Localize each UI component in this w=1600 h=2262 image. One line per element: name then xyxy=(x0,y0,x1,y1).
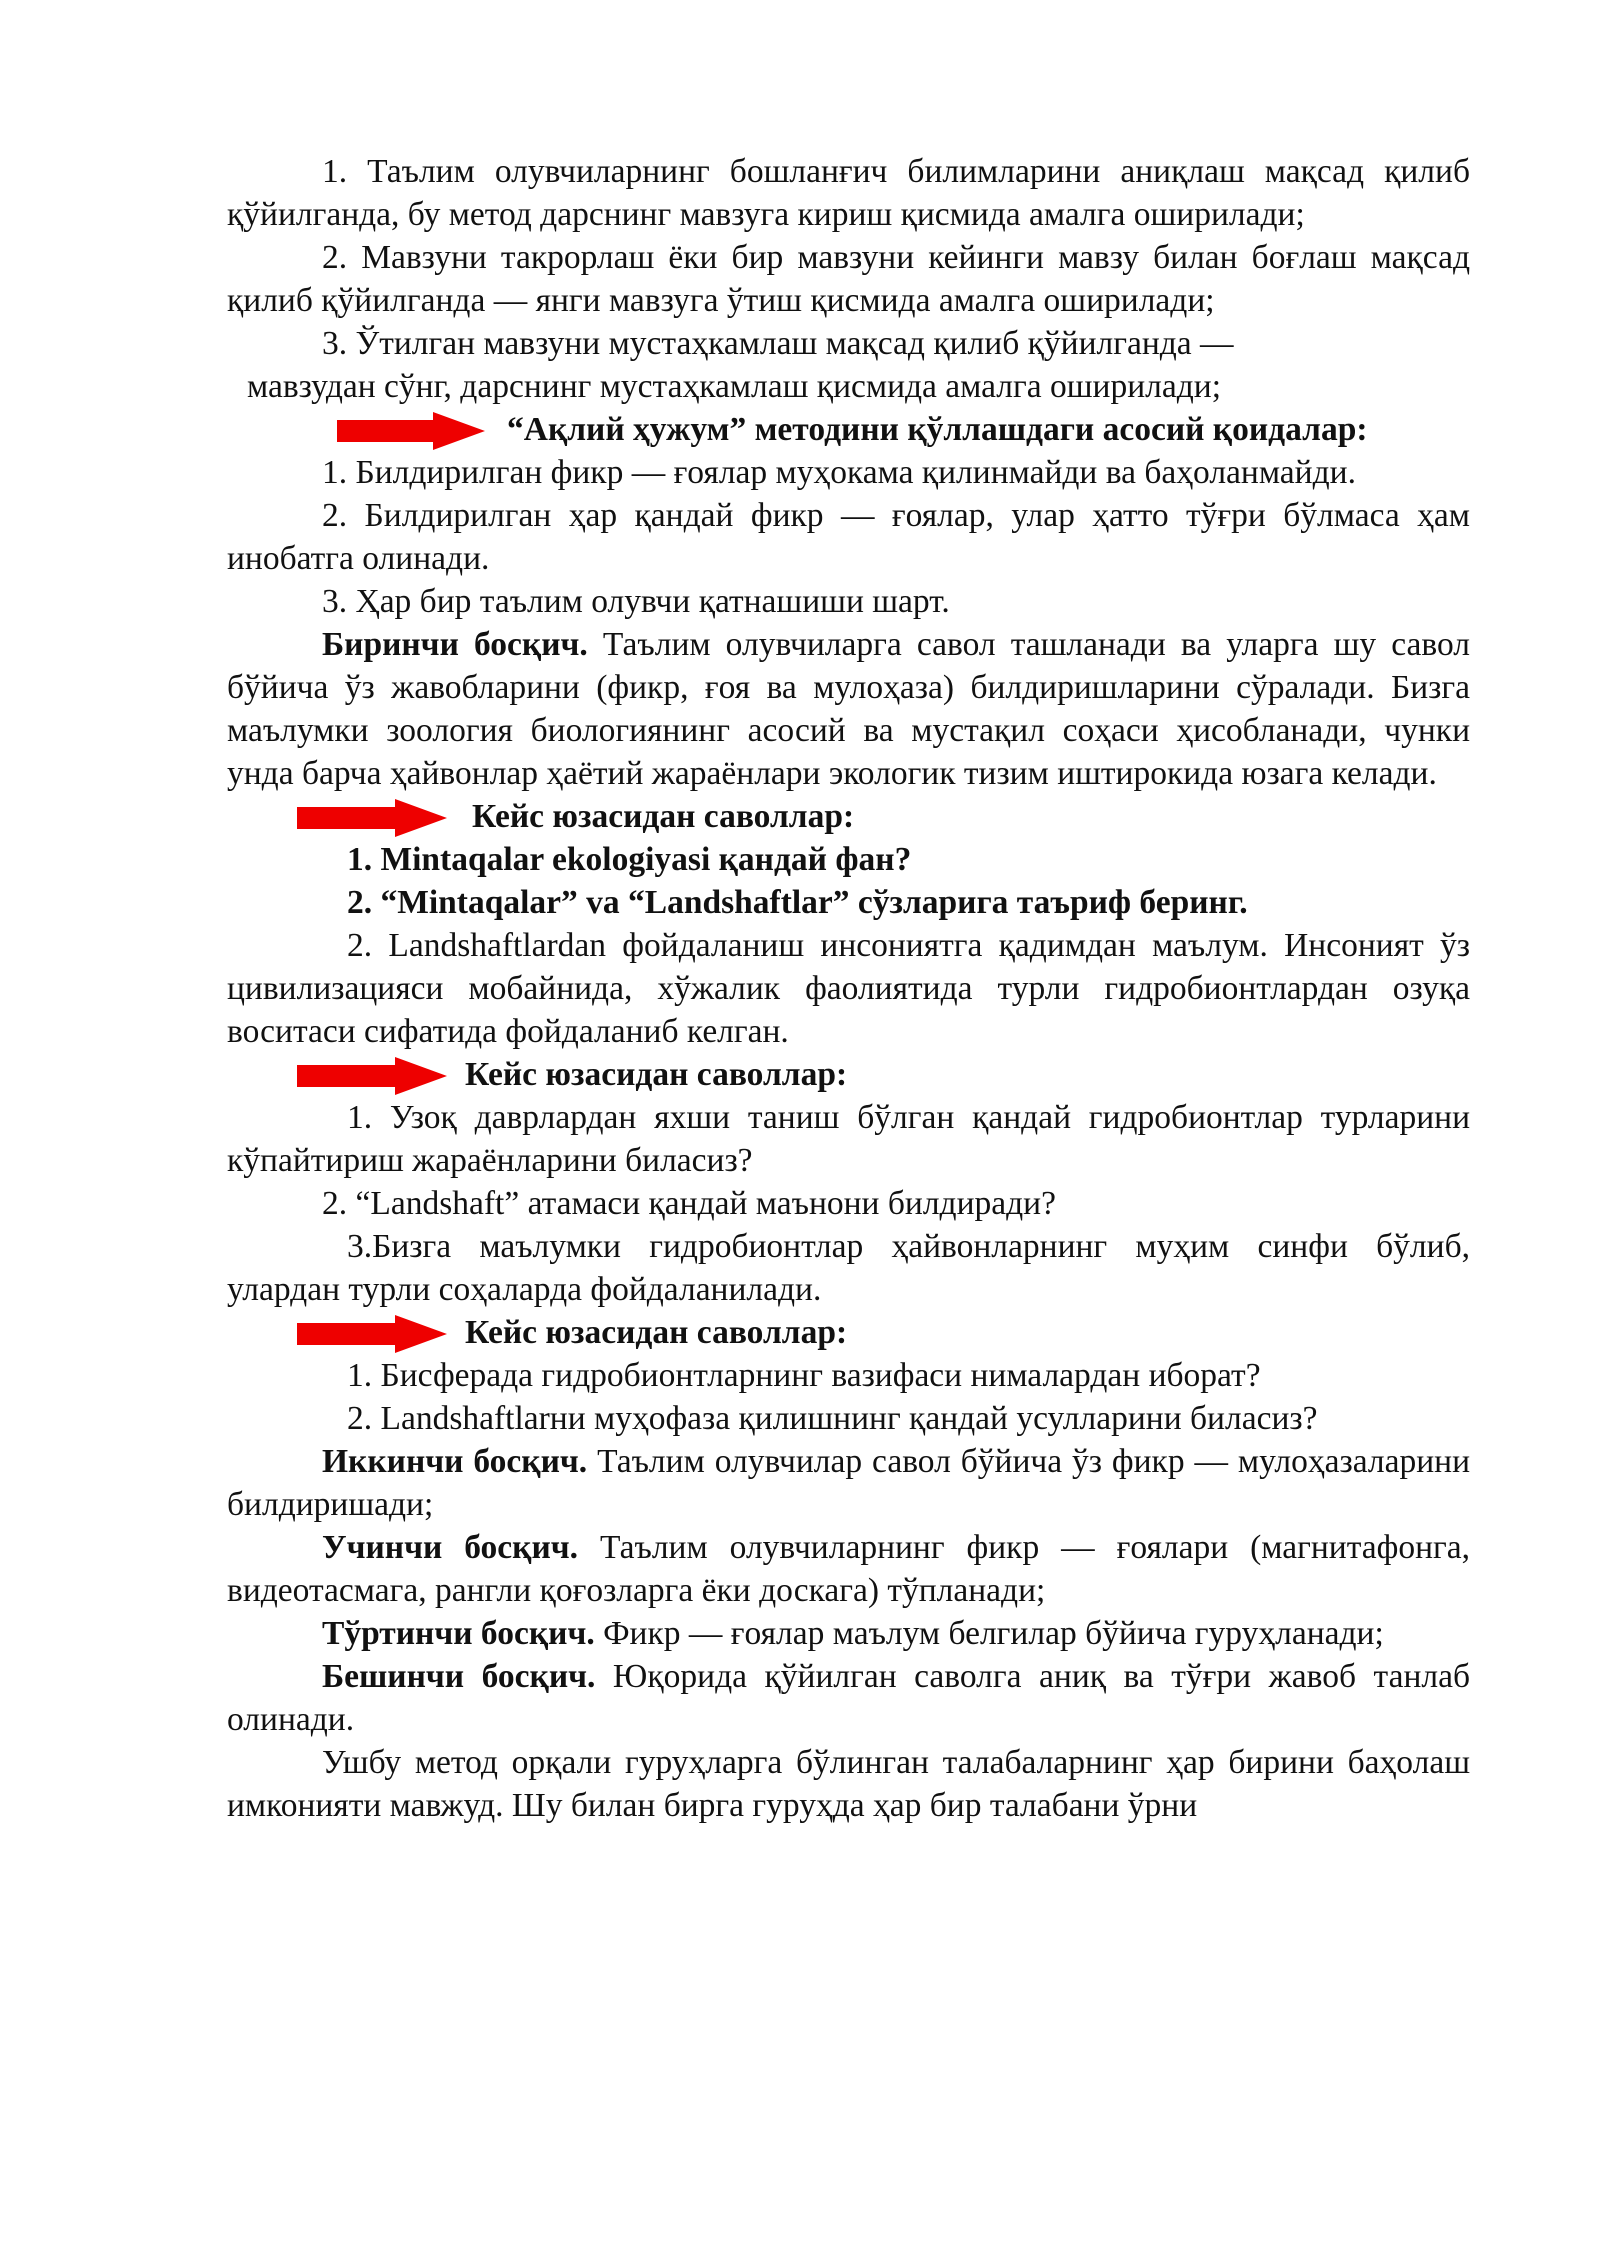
step-1-text: Таълим олувчиларга савол ташланади ва уларга шу савол бўйича ўз жавобларини (фикр, ғоя ва мулоҳаза) билдиришларини сўралади. Бизга маълумки зоология биологиянинг асосий ва мустақил соҳаси ҳисобланади, чунки унда барча ҳайвонлар ҳаётий жараёнлари экологик тизим иштирокида юзага келади. xyxy=(227,626,1470,792)
rule-3: 3. Ҳар бир таълим олувчи қатнашиши шарт. xyxy=(322,583,950,620)
case-1-question-2: 2. “Mintaqalar” va “Landshaftlar” сўзларига таъриф беринг. xyxy=(347,884,1248,921)
step-4-label: Тўртинчи босқич. xyxy=(322,1615,595,1652)
step-3-paragraph xyxy=(227,1526,1470,1612)
case-heading-1-text: Кейс юзасидан саволлар: xyxy=(472,798,855,835)
step-5-label: Бешинчи босқич. xyxy=(322,1658,596,1695)
document-page xyxy=(227,150,1470,1827)
final-paragraph: Ушбу метод орқали гуруҳларга бўлинган талабаларнинг ҳар бирини баҳолаш имконияти мавжуд. Шу билан бирга гуруҳда ҳар бир талабани ўрни xyxy=(227,1744,1470,1824)
case-heading-3-text: Кейс юзасидан саволлар: xyxy=(465,1314,848,1351)
case-3-question-2: 2. Landshaftlarни муҳофаза қилишнинг қандай усулларини биласиз? xyxy=(347,1400,1318,1437)
case-heading-2 xyxy=(227,1053,1470,1096)
case-heading-1 xyxy=(227,795,1470,838)
paragraph-3a: 3. Ўтилган мавзуни мустаҳкамлаш мақсад қилиб қўйилганда — xyxy=(322,325,1234,362)
case-3-question-1: 1. Бисферада гидробионтларнинг вазифаси нималардан иборат? xyxy=(347,1357,1261,1394)
paragraph-2: 2. Мавзуни такрорлаш ёки бир мавзуни кейинги мавзу билан боғлаш мақсад қилиб қўйилганда — янги мавзуга ўтиш қисмида амалга оширилади; xyxy=(227,239,1470,319)
case-2-question-2: 2. “Landshaft” атамаси қандай маънони билдиради? xyxy=(322,1185,1056,1222)
red-arrow-right-icon xyxy=(297,1315,447,1353)
heading-rules xyxy=(227,408,1470,451)
case-heading-3 xyxy=(227,1311,1470,1354)
step-5-text: Юқорида қўйилган саволга аниқ ва тўғри жавоб танлаб олинади. xyxy=(227,1658,1471,1738)
step-2-label: Иккинчи босқич. xyxy=(322,1443,588,1480)
case-heading-2-text: Кейс юзасидан саволлар: xyxy=(465,1056,848,1093)
paragraph-1: 1. Таълим олувчиларнинг бошланғич билимларини аниқлаш мақсад қилиб қўйилганда, бу метод дарснинг мавзуга кириш қисмида амалга оширилади; xyxy=(227,153,1470,233)
case-2-question-1: 1. Узоқ даврлардан яхши таниш бўлган қандай гидробионтлар турларини кўпайтириш жараёнларини биласиз? xyxy=(227,1099,1470,1179)
step-4-paragraph xyxy=(227,1612,1470,1655)
heading-rules-text: “Ақлий ҳужум” методини қўллашдаги асосий қоидалар: xyxy=(507,411,1368,448)
rule-1: 1. Билдирилган фикр — ғоялар муҳокама қилинмайди ва баҳоланмайди. xyxy=(322,454,1356,491)
case-1-question-1: 1. Mintaqalar ekologiyasi қандай фан? xyxy=(347,841,912,878)
step-5-paragraph xyxy=(227,1655,1470,1741)
red-arrow-right-icon xyxy=(297,1057,447,1095)
step-2-text: Таълим олувчилар савол бўйича ўз фикр — мулоҳазаларини билдиришади; xyxy=(227,1443,1470,1523)
red-arrow-right-icon xyxy=(337,412,485,450)
step-1-label: Биринчи босқич. xyxy=(322,626,588,663)
step-2-paragraph xyxy=(227,1440,1470,1526)
step-3-label: Учинчи босқич. xyxy=(322,1529,579,1566)
step-1-paragraph xyxy=(227,623,1470,795)
step-4-text: Фикр — ғоялар маълум белгилар бўйича гуруҳланади; xyxy=(594,1615,1384,1652)
case-1-paragraph: 2. Landshaftlardan фойдаланиш инсониятга қадимдан маълум. Инсоният ўз цивилизацияси мобайнида, хўжалик фаолиятида турли гидробионтлардан озуқа воситаси сифатида фойдаланиб келган. xyxy=(227,927,1470,1050)
case-2-paragraph: 3.Бизга маълумки гидробионтлар ҳайвонларнинг муҳим синфи бўлиб, улардан турли соҳаларда фойдаланилади. xyxy=(227,1228,1470,1308)
paragraph-3b: мавзудан сўнг, дарснинг мустаҳкамлаш қисмида амалга оширилади; xyxy=(247,368,1222,405)
rule-2: 2. Билдирилган ҳар қандай фикр — ғоялар, улар ҳатто тўғри бўлмаса ҳам инобатга олинади. xyxy=(227,497,1470,577)
step-3-text: Таълим олувчиларнинг фикр — ғоялари (магнитафонга, видеотасмага, рангли қоғозларга ёки доскага) тўпланади; xyxy=(227,1529,1470,1609)
red-arrow-right-icon xyxy=(297,799,447,837)
